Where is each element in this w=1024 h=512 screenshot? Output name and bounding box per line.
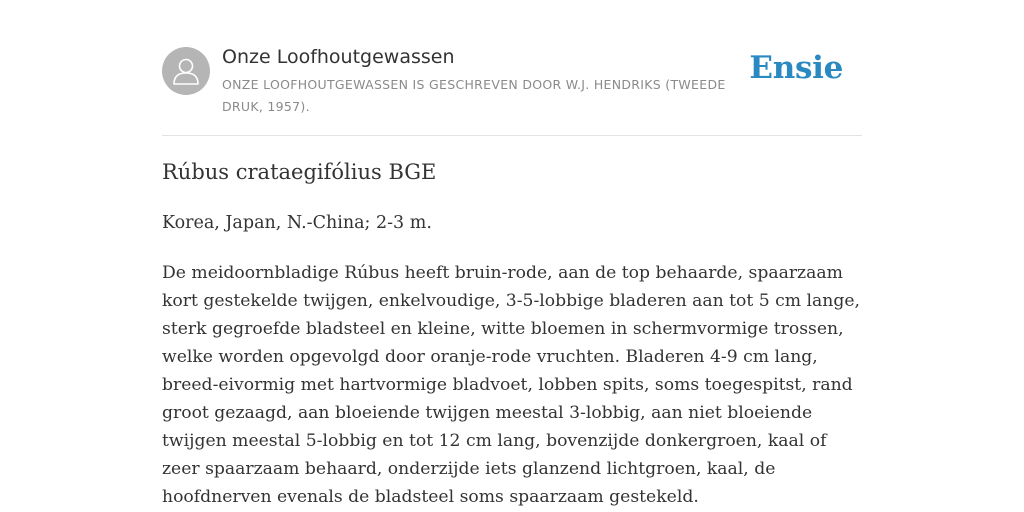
- source-header: [162, 44, 862, 136]
- ensie-logo[interactable]: Ensie: [749, 50, 843, 86]
- person-outline-icon: [162, 47, 210, 95]
- entry-body: De meidoornbladige Rúbus heeft bruin-rode, aan de top behaarde, spaarzaam kort gestekelde twijgen, enkelvoudige, 3-5-lobbige bladeren aan tot 5 cm lange, sterk gegroefde bladsteel en kleine, witte bloemen in schermvormige trossen, welke worden opgevolgd door oranje-rode vruchten. Bladeren 4-9 cm lang, breed-eivormig met hartvormige bladvoet, lobben spits, soms toegespitst, rand groot gezaagd, aan bloeiende twijgen meestal 3-lobbig, aan niet bloeiende twijgen meestal 5-lobbig en tot 12 cm lang, bovenzijde donkergroen, kaal of zeer spaarzaam behaard, onderzijde iets glanzend lichtgroen, kaal, de hoofdnerven evenals de bladsteel soms spaarzaam gestekeld.: [162, 263, 861, 507]
- entry-origin-size: Korea, Japan, N.-China; 2-3 m.: [162, 213, 432, 233]
- book-description: ONZE LOOFHOUTGEWASSEN IS GESCHREVEN DOOR W.J. HENDRIKS (TWEEDE DRUK, 1957).: [222, 77, 726, 114]
- user-avatar-icon[interactable]: [162, 47, 210, 95]
- book-title-link[interactable]: Onze Loofhoutgewassen: [222, 46, 455, 68]
- header-divider: [162, 135, 862, 136]
- entry-title: Rúbus crataegifólius BGE: [162, 160, 437, 184]
